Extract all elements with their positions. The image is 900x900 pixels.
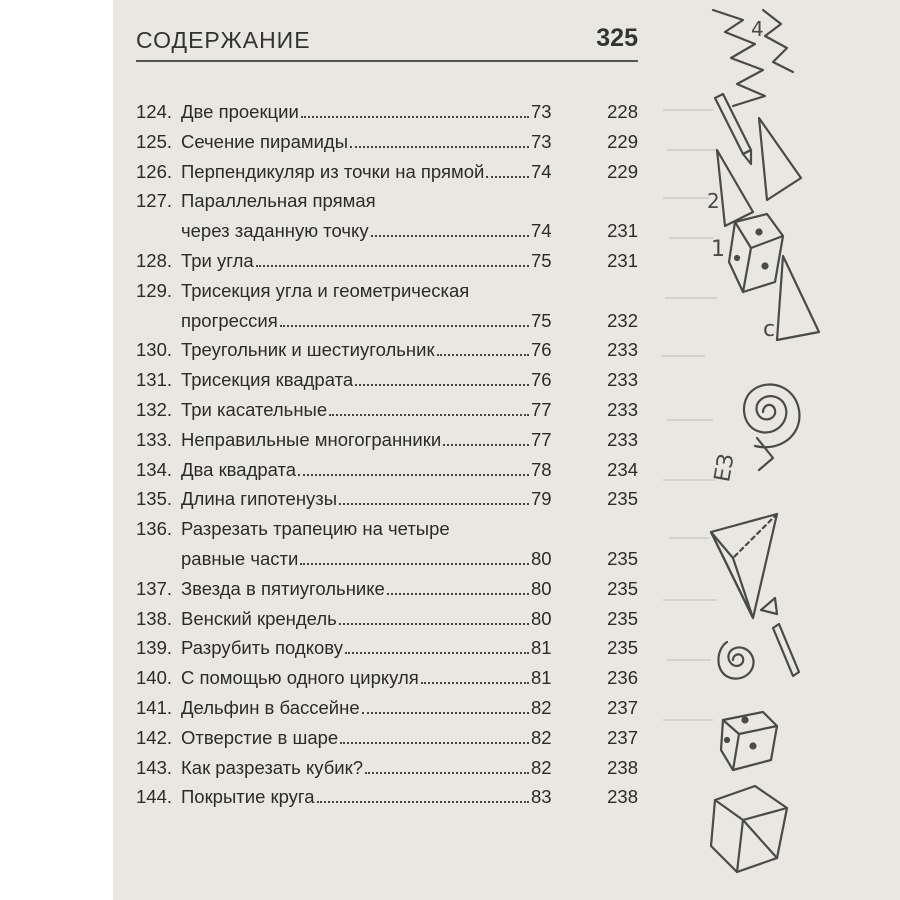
toc-entry-line [136, 274, 531, 302]
dot-leader [365, 772, 529, 774]
toc-entry-title: Покрытие круга [181, 786, 315, 808]
toc-entry-line [136, 482, 531, 510]
toc-entry-title: Разрезать трапецию на четыре [181, 518, 450, 540]
toc-entry-title: С помощью одного циркуля [181, 667, 419, 689]
toc-entry-number: 127. [136, 190, 173, 212]
dot-leader [329, 414, 529, 416]
toc-entry-line [136, 95, 531, 123]
toc-entry-number: 142. [136, 726, 173, 748]
toc-entry-line [136, 602, 531, 630]
toc-entry-number: 141. [136, 697, 173, 718]
doodle-text-ez: ЕЗ [710, 451, 740, 484]
toc-answer-page-number: 235 [607, 548, 638, 569]
page-number: 325 [596, 24, 638, 52]
toc-page-number: 76 [531, 369, 552, 391]
dot-leader [301, 116, 529, 118]
toc-entry-line [136, 363, 531, 391]
toc-entry-title: Неправильные многогранники [181, 428, 442, 450]
toc-entry-number: 131. [136, 369, 173, 391]
toc-answer-page-number: 231 [607, 220, 638, 242]
toc-entry-continuation [181, 304, 531, 332]
toc-entry-number: 138. [136, 607, 173, 629]
toc-page-number: 75 [531, 309, 552, 331]
toc-entry-line [136, 333, 531, 361]
toc-entry-number: 140. [136, 667, 173, 689]
toc-page-number: 82 [531, 756, 552, 778]
triangle-icon [717, 118, 801, 226]
dot-leader [340, 742, 529, 744]
dot-leader [350, 146, 529, 148]
toc-entry-title: Дельфин в бассейне [181, 697, 360, 718]
toc-entry-title: Два квадрата [181, 458, 297, 480]
toc-entry-title: через заданную точку [181, 220, 369, 242]
dot-leader [437, 354, 529, 356]
dot-leader [387, 593, 529, 595]
dot-leader [362, 712, 529, 714]
toc-page-number: 83 [531, 786, 552, 808]
toc-entry-line [136, 453, 531, 481]
toc-answer-page-number: 235 [607, 488, 638, 510]
toc-entry-title: Как разрезать кубик? [181, 756, 364, 778]
toc-entry-title: Разрубить подкову [181, 637, 343, 659]
doodle-digit-4: 4 [751, 17, 764, 41]
toc-entry-title: Длина гипотенузы [181, 488, 338, 510]
dot-leader [421, 682, 529, 684]
spiral-icon [718, 642, 753, 679]
polyhedron-icon [711, 786, 787, 872]
toc-page-number: 75 [531, 250, 552, 271]
toc-entry-number: 143. [136, 756, 173, 778]
toc-page-number: 80 [531, 577, 552, 599]
toc-entry-number: 133. [136, 428, 173, 450]
toc-page-number: 81 [531, 637, 552, 659]
toc-entry-line [136, 155, 531, 183]
dice-icon [729, 214, 783, 292]
toc-entry-line [136, 661, 531, 689]
toc-entry-line [136, 572, 531, 600]
toc-entry-line [136, 184, 531, 212]
dot-leader [300, 563, 529, 565]
toc-entry-title: Трисекция угла и геометрическая [181, 279, 470, 301]
dot-leader [345, 652, 529, 654]
dot-leader [371, 235, 529, 237]
toc-entry-number: 132. [136, 399, 173, 420]
toc-entry-number: 136. [136, 518, 173, 540]
toc-page-number: 80 [531, 548, 552, 569]
toc-entry-title: Сечение пирамиды [181, 130, 349, 152]
doodle-letter-c: с [763, 317, 776, 342]
toc-entry-continuation [181, 214, 531, 242]
toc-page-number: 77 [531, 428, 552, 450]
toc-entry-title: Венский крендель [181, 607, 337, 629]
toc-answer-page-number: 237 [607, 726, 638, 748]
toc-entry-line [136, 244, 531, 272]
toc-entry-title: Две проекции [181, 101, 299, 122]
toc-answer-page-number: 232 [607, 309, 638, 331]
toc-entry-number: 125. [136, 130, 173, 152]
book-page [113, 0, 900, 900]
toc-page-number: 74 [531, 160, 552, 182]
toc-entry-title: Трисекция квадрата [181, 369, 354, 391]
dot-leader [298, 474, 529, 476]
toc-entry-line [136, 751, 531, 779]
dot-leader [339, 623, 529, 625]
toc-entry-title: Три касательные [181, 399, 328, 420]
toc-answer-page-number: 234 [607, 458, 638, 480]
toc-answer-page-number: 233 [607, 369, 638, 391]
toc-entry-number: 129. [136, 279, 173, 301]
doodle-digit-1: 1 [711, 237, 725, 262]
toc-page-number: 74 [531, 220, 552, 242]
toc-entry-number: 144. [136, 786, 173, 808]
dot-leader [339, 503, 529, 505]
toc-entry-number: 124. [136, 101, 173, 122]
toc-page-number: 76 [531, 339, 552, 361]
toc-entry-number: 130. [136, 339, 173, 361]
triangle-icon [777, 256, 819, 340]
pencil-icon [773, 624, 799, 676]
toc-entry-number: 135. [136, 488, 173, 510]
toc-page-number: 82 [531, 697, 552, 718]
toc-entry-line [136, 691, 531, 719]
toc-entry-title: Три угла [181, 250, 254, 271]
toc-page-number: 73 [531, 130, 552, 152]
toc-answer-page-number: 228 [607, 101, 638, 122]
toc-answer-page-number: 229 [607, 130, 638, 152]
toc-entry-line [136, 393, 531, 421]
page-title: СОДЕРЖАНИЕ [136, 27, 311, 53]
toc-entry-title: Отверстие в шаре [181, 726, 339, 748]
dot-leader [280, 325, 529, 327]
spiral-icon [744, 384, 799, 447]
toc-answer-page-number: 231 [607, 250, 638, 271]
toc-entry-line [136, 721, 531, 749]
toc-entry-number: 128. [136, 250, 173, 271]
toc-page-number: 82 [531, 726, 552, 748]
toc-entry-title: Перпендикуляр из точки на прямой [181, 160, 485, 182]
dice-icon [721, 712, 777, 770]
toc-page-number: 73 [531, 101, 552, 122]
toc-answer-page-number: 238 [607, 786, 638, 808]
toc-answer-page-number: 235 [607, 637, 638, 659]
toc-page-number: 79 [531, 488, 552, 510]
toc-answer-page-number: 229 [607, 160, 638, 182]
toc-entry-line [136, 780, 531, 808]
toc-page-number: 81 [531, 667, 552, 689]
toc-entry-title: равные части [181, 548, 299, 569]
toc-answer-page-number: 236 [607, 667, 638, 689]
margin-doodles [703, 0, 900, 900]
toc-answer-page-number: 233 [607, 339, 638, 361]
toc-entry-title: прогрессия [181, 309, 278, 331]
toc-answer-page-number: 233 [607, 399, 638, 420]
toc-entry-title: Параллельная прямая [181, 190, 376, 212]
pyramid-icon [711, 514, 777, 618]
toc-entry-number: 134. [136, 458, 173, 480]
toc-answer-page-number: 235 [607, 607, 638, 629]
toc-answer-page-number: 237 [607, 697, 638, 718]
toc-entry-number: 139. [136, 637, 173, 659]
toc-entry-continuation [181, 542, 531, 570]
pencil-icon [715, 94, 751, 164]
toc-entry-title: Звезда в пятиугольнике [181, 577, 385, 599]
dot-leader [355, 384, 529, 386]
toc-page-number: 77 [531, 399, 552, 420]
toc-answer-page-number: 238 [607, 756, 638, 778]
toc-entry-title: Треугольник и шестиугольник [181, 339, 435, 361]
toc-entry-line [136, 631, 531, 659]
toc-entry-line [136, 512, 531, 540]
toc-entry-number: 126. [136, 160, 173, 182]
dot-leader [256, 265, 529, 267]
toc-entry-number: 137. [136, 577, 173, 599]
toc-entry-line [136, 423, 531, 451]
toc-answer-page-number: 233 [607, 428, 638, 450]
toc-entry-line [136, 125, 531, 153]
toc-answer-page-number: 235 [607, 577, 638, 599]
dot-leader [486, 176, 529, 178]
dot-leader [443, 444, 529, 446]
toc-page-number: 80 [531, 607, 552, 629]
doodle-digit-2: 2 [707, 189, 720, 213]
dot-leader [317, 801, 529, 803]
toc-page-number: 78 [531, 458, 552, 480]
